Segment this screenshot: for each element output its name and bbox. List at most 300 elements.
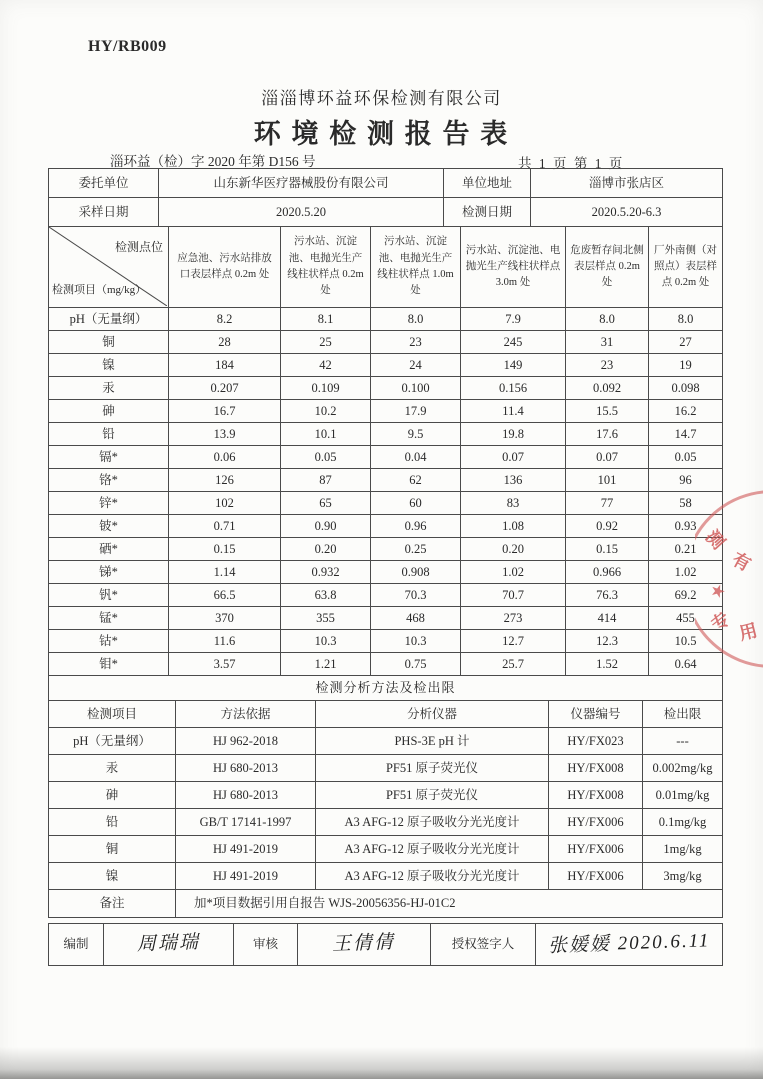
data-cell bbox=[566, 653, 649, 676]
text: 0.64 bbox=[674, 656, 697, 671]
item-label bbox=[49, 538, 169, 561]
sampling-date-value bbox=[159, 198, 444, 227]
data-cell bbox=[169, 400, 281, 423]
text: HJ 962-2018 bbox=[213, 733, 278, 748]
methods-cell bbox=[49, 836, 176, 863]
text: HY/FX006 bbox=[567, 841, 624, 856]
data-cell bbox=[461, 492, 566, 515]
authorized-signature bbox=[536, 924, 723, 966]
data-cell bbox=[169, 607, 281, 630]
text: 王倩倩 bbox=[332, 932, 396, 956]
text: 钴* bbox=[99, 633, 118, 648]
item-label bbox=[49, 561, 169, 584]
data-cell bbox=[461, 538, 566, 561]
data-cell bbox=[649, 653, 723, 676]
text: 0.932 bbox=[311, 564, 340, 579]
data-cell bbox=[461, 331, 566, 354]
text: HJ 491-2019 bbox=[213, 868, 278, 883]
data-cell bbox=[461, 653, 566, 676]
text: 0.93 bbox=[674, 518, 697, 533]
text: 0.96 bbox=[404, 518, 427, 533]
text: 铬* bbox=[99, 472, 118, 487]
text: 10.1 bbox=[314, 426, 337, 441]
text: 1.52 bbox=[596, 656, 618, 671]
methods-header bbox=[49, 701, 176, 728]
methods-header bbox=[316, 701, 549, 728]
text: 镉* bbox=[99, 449, 118, 464]
text: 检测点位 bbox=[114, 240, 163, 254]
data-cell bbox=[649, 515, 723, 538]
text: 应急池、污水站排放口表层样点 0.2m 处 bbox=[177, 252, 272, 280]
methods-cell bbox=[176, 782, 316, 809]
data-cell bbox=[649, 538, 723, 561]
item-label bbox=[49, 469, 169, 492]
text: 铜 bbox=[102, 334, 115, 349]
data-cell bbox=[566, 515, 649, 538]
text: GB/T 17141-1997 bbox=[199, 814, 292, 829]
text: 70.3 bbox=[404, 587, 427, 602]
text: 0.002mg/kg bbox=[652, 760, 713, 775]
text: 17.6 bbox=[596, 426, 618, 441]
data-cell bbox=[169, 354, 281, 377]
item-label bbox=[49, 446, 169, 469]
page-title: 环 境 检 测 报 告 表 bbox=[253, 119, 510, 149]
text: HY/FX008 bbox=[567, 787, 624, 802]
item-label bbox=[49, 377, 169, 400]
text: pH（无量纲） bbox=[73, 733, 151, 748]
text: PHS-3E pH 计 bbox=[394, 733, 470, 748]
text: 7.9 bbox=[505, 311, 521, 326]
methods-cell bbox=[49, 863, 176, 890]
doc-number: 淄环益（检）字 2020 年第 D156 号 bbox=[110, 154, 316, 169]
text: 60 bbox=[409, 495, 422, 510]
data-cell bbox=[649, 354, 723, 377]
data-cell bbox=[649, 561, 723, 584]
text: 硒* bbox=[99, 541, 118, 556]
text: 0.75 bbox=[404, 656, 427, 671]
text: 24 bbox=[409, 357, 422, 372]
methods-cell bbox=[49, 755, 176, 782]
text: 273 bbox=[503, 610, 523, 625]
text: 66.5 bbox=[213, 587, 236, 602]
text: 备注 bbox=[99, 896, 125, 911]
text: 3mg/kg bbox=[663, 868, 702, 883]
text: 单位地址 bbox=[461, 175, 512, 190]
methods-cell bbox=[643, 809, 723, 836]
text: 31 bbox=[600, 334, 614, 349]
text: 锰* bbox=[99, 610, 118, 625]
text: 1.08 bbox=[502, 518, 524, 533]
data-cell bbox=[169, 331, 281, 354]
data-cell bbox=[281, 331, 371, 354]
text: HY/FX006 bbox=[567, 814, 624, 829]
text: 8.0 bbox=[599, 311, 615, 326]
data-cell bbox=[371, 308, 461, 331]
text: 0.156 bbox=[498, 380, 528, 395]
text: 0.092 bbox=[592, 380, 622, 395]
text: 65 bbox=[319, 495, 332, 510]
data-cell bbox=[649, 400, 723, 423]
data-cell bbox=[281, 492, 371, 515]
data-cell bbox=[461, 308, 566, 331]
text: 1.14 bbox=[213, 564, 236, 579]
text: HJ 680-2013 bbox=[213, 787, 278, 802]
methods-cell bbox=[176, 728, 316, 755]
data-cell bbox=[649, 492, 723, 515]
text: 编制 bbox=[63, 937, 89, 952]
data-cell bbox=[566, 423, 649, 446]
methods-cell bbox=[316, 809, 549, 836]
text: 锑* bbox=[99, 564, 118, 579]
text: 铅 bbox=[105, 814, 119, 829]
text: 28 bbox=[218, 334, 231, 349]
data-cell bbox=[371, 469, 461, 492]
text: 张媛媛 2020.6.11 bbox=[547, 930, 711, 957]
data-cell bbox=[649, 331, 723, 354]
test-date-label bbox=[444, 198, 531, 227]
text: 87 bbox=[319, 472, 332, 487]
text: 1mg/kg bbox=[663, 841, 702, 856]
data-cell bbox=[371, 400, 461, 423]
data-cell bbox=[649, 584, 723, 607]
data-cell bbox=[371, 561, 461, 584]
data-cell bbox=[649, 423, 723, 446]
data-cell bbox=[461, 354, 566, 377]
text: 23 bbox=[600, 357, 614, 372]
item-label bbox=[49, 308, 169, 331]
data-cell bbox=[281, 653, 371, 676]
methods-cell bbox=[49, 728, 176, 755]
item-label bbox=[49, 492, 169, 515]
text: 468 bbox=[406, 610, 425, 625]
data-cell bbox=[371, 630, 461, 653]
corner-header-cell bbox=[49, 227, 169, 308]
text: 0.098 bbox=[671, 380, 700, 395]
text: 锌* bbox=[99, 495, 118, 510]
text: 3.57 bbox=[213, 656, 236, 671]
data-cell bbox=[566, 538, 649, 561]
methods-cell bbox=[176, 755, 316, 782]
text: 17.9 bbox=[404, 403, 427, 418]
data-cell bbox=[461, 607, 566, 630]
text: 0.15 bbox=[596, 541, 618, 556]
text: 10.2 bbox=[314, 403, 337, 418]
data-cell bbox=[566, 584, 649, 607]
data-cell bbox=[371, 653, 461, 676]
text: 9.5 bbox=[407, 426, 424, 441]
address-label bbox=[444, 169, 531, 198]
sampling-date-label bbox=[49, 198, 159, 227]
data-cell bbox=[461, 515, 566, 538]
text: 0.207 bbox=[210, 380, 239, 395]
text: 检测项目 bbox=[86, 706, 137, 721]
data-cell bbox=[169, 538, 281, 561]
text: 58 bbox=[679, 495, 692, 510]
text: 19.8 bbox=[502, 426, 524, 441]
authorized-label bbox=[431, 924, 536, 966]
reviewed-signature bbox=[298, 924, 431, 966]
text: PF51 原子荧光仪 bbox=[385, 760, 479, 775]
text: 0.21 bbox=[674, 541, 697, 556]
methods-cell bbox=[549, 755, 643, 782]
methods-cell bbox=[49, 809, 176, 836]
data-cell bbox=[371, 423, 461, 446]
text: 27 bbox=[679, 334, 692, 349]
data-cell bbox=[169, 446, 281, 469]
text: 0.07 bbox=[502, 449, 524, 464]
data-cell bbox=[169, 492, 281, 515]
text: 铜 bbox=[105, 841, 119, 856]
data-cell bbox=[566, 561, 649, 584]
data-cell bbox=[461, 446, 566, 469]
text: 周瑞瑞 bbox=[136, 932, 201, 956]
data-cell bbox=[281, 607, 371, 630]
text: 42 bbox=[319, 357, 332, 372]
data-cell bbox=[169, 377, 281, 400]
text: 山东新华医疗器械股份有限公司 bbox=[213, 175, 389, 190]
methods-cell bbox=[643, 836, 723, 863]
address-value bbox=[531, 169, 723, 198]
text: 污水站、沉淀池、电抛光生产线柱状样点 3.0m 处 bbox=[465, 244, 561, 289]
text: 10.5 bbox=[674, 633, 697, 648]
text: 0.05 bbox=[314, 449, 337, 464]
text: 19 bbox=[679, 357, 692, 372]
point-column-header bbox=[566, 227, 649, 308]
point-column-header bbox=[461, 227, 566, 308]
text: 镍 bbox=[105, 868, 119, 883]
data-cell bbox=[566, 469, 649, 492]
data-cell bbox=[649, 308, 723, 331]
text: 仪器编号 bbox=[570, 706, 621, 721]
reviewed-label bbox=[234, 924, 298, 966]
methods-cell bbox=[316, 728, 549, 755]
company-name: 淄淄博环益环保检测有限公司 bbox=[261, 89, 502, 108]
data-cell bbox=[566, 630, 649, 653]
text: 12.3 bbox=[596, 633, 618, 648]
data-cell bbox=[169, 630, 281, 653]
point-column-header bbox=[169, 227, 281, 308]
point-column-header bbox=[371, 227, 461, 308]
text: 0.20 bbox=[314, 541, 337, 556]
test-date-value bbox=[531, 198, 723, 227]
data-cell bbox=[371, 446, 461, 469]
data-cell bbox=[281, 377, 371, 400]
text: 355 bbox=[316, 610, 335, 625]
text: 检测日期 bbox=[461, 204, 512, 219]
text: 11.6 bbox=[213, 633, 236, 648]
text: 13.9 bbox=[213, 426, 236, 441]
methods-cell bbox=[643, 782, 723, 809]
data-cell bbox=[281, 400, 371, 423]
data-cell bbox=[566, 400, 649, 423]
text: 审核 bbox=[252, 937, 278, 952]
text: 14.7 bbox=[674, 426, 697, 441]
data-cell bbox=[461, 584, 566, 607]
text: 铍* bbox=[99, 518, 118, 533]
text: 钼* bbox=[99, 656, 118, 671]
text: 62 bbox=[409, 472, 422, 487]
data-cell bbox=[371, 538, 461, 561]
text: HY/FX006 bbox=[567, 868, 624, 883]
methods-cell bbox=[316, 836, 549, 863]
data-cell bbox=[649, 607, 723, 630]
data-cell bbox=[371, 607, 461, 630]
data-cell bbox=[461, 630, 566, 653]
item-label bbox=[49, 653, 169, 676]
text: HY/FX008 bbox=[567, 760, 624, 775]
methods-cell bbox=[176, 809, 316, 836]
text: 检出限 bbox=[663, 706, 702, 721]
methods-cell bbox=[643, 755, 723, 782]
data-cell bbox=[461, 469, 566, 492]
methods-cell bbox=[176, 863, 316, 890]
scan-bottom-shadow bbox=[0, 1047, 763, 1079]
text: 采样日期 bbox=[78, 204, 129, 219]
text: 汞 bbox=[102, 380, 115, 395]
text: 厂外南侧（对照点）表层样点 0.2m 处 bbox=[654, 244, 717, 289]
methods-cell bbox=[549, 728, 643, 755]
text: 8.1 bbox=[317, 311, 334, 326]
data-cell bbox=[461, 400, 566, 423]
seal-char: 有 bbox=[728, 548, 755, 575]
point-column-header bbox=[281, 227, 371, 308]
text: PF51 原子荧光仪 bbox=[385, 787, 479, 802]
text: 0.06 bbox=[213, 449, 236, 464]
data-cell bbox=[649, 377, 723, 400]
text: 76.3 bbox=[596, 587, 618, 602]
data-cell bbox=[566, 446, 649, 469]
data-cell bbox=[461, 377, 566, 400]
text: 0.25 bbox=[404, 541, 427, 556]
text: 2020.5.20-6.3 bbox=[591, 204, 662, 219]
text: 0.15 bbox=[213, 541, 236, 556]
text: 1.02 bbox=[502, 564, 524, 579]
data-cell bbox=[649, 469, 723, 492]
data-cell bbox=[169, 515, 281, 538]
item-label bbox=[49, 423, 169, 446]
seal-char: 测 bbox=[701, 526, 729, 554]
text: 0.109 bbox=[311, 380, 340, 395]
text: 69.2 bbox=[674, 587, 697, 602]
text: 70.7 bbox=[502, 587, 524, 602]
text: 25 bbox=[319, 334, 332, 349]
text: 委托单位 bbox=[78, 175, 129, 190]
data-cell bbox=[566, 607, 649, 630]
text: 126 bbox=[215, 472, 234, 487]
text: 77 bbox=[600, 495, 614, 510]
data-cell bbox=[281, 584, 371, 607]
methods-header bbox=[643, 701, 723, 728]
prepared-label bbox=[49, 924, 104, 966]
client-value bbox=[159, 169, 444, 198]
methods-section-title bbox=[49, 676, 723, 701]
text: 授权签字人 bbox=[451, 937, 515, 952]
text: 16.2 bbox=[674, 403, 697, 418]
data-cell bbox=[566, 331, 649, 354]
text: HJ 491-2019 bbox=[213, 841, 278, 856]
item-label bbox=[49, 584, 169, 607]
data-cell bbox=[461, 561, 566, 584]
data-cell bbox=[566, 308, 649, 331]
text: 污水站、沉淀池、电抛光生产线柱状样点 1.0m 处 bbox=[377, 236, 454, 297]
data-cell bbox=[169, 469, 281, 492]
data-cell bbox=[371, 584, 461, 607]
text: 184 bbox=[215, 357, 234, 372]
methods-cell bbox=[49, 782, 176, 809]
data-cell bbox=[169, 584, 281, 607]
remark-label bbox=[49, 890, 176, 918]
methods-cell bbox=[316, 755, 549, 782]
methods-cell bbox=[643, 728, 723, 755]
text: 63.8 bbox=[314, 587, 337, 602]
text: 16.7 bbox=[213, 403, 236, 418]
text: HJ 680-2013 bbox=[213, 760, 278, 775]
text: 加*项目数据引用自报告 WJS-20056356-HJ-01C2 bbox=[194, 896, 456, 911]
text: 23 bbox=[409, 334, 422, 349]
form-code: HY/RB009 bbox=[88, 38, 167, 55]
methods-header bbox=[176, 701, 316, 728]
data-cell bbox=[281, 446, 371, 469]
item-label bbox=[49, 331, 169, 354]
data-cell bbox=[169, 653, 281, 676]
text: 钒* bbox=[99, 587, 118, 602]
client-label bbox=[49, 169, 159, 198]
text: A3 AFG-12 原子吸收分光光度计 bbox=[344, 868, 520, 883]
data-cell bbox=[371, 377, 461, 400]
text: 检测分析方法及检出限 bbox=[315, 679, 456, 695]
text: 0.90 bbox=[314, 518, 337, 533]
data-cell bbox=[371, 331, 461, 354]
data-cell bbox=[169, 308, 281, 331]
prepared-signature bbox=[104, 924, 234, 966]
text: 101 bbox=[597, 472, 617, 487]
remark-value bbox=[176, 890, 723, 918]
text: 0.966 bbox=[592, 564, 622, 579]
text: 245 bbox=[503, 334, 523, 349]
item-label bbox=[49, 607, 169, 630]
text: 危废暂存间北侧表层样点 0.2m 处 bbox=[570, 244, 644, 289]
text: 102 bbox=[215, 495, 234, 510]
text: 检测项目（mg/kg） bbox=[52, 283, 147, 296]
text: 370 bbox=[215, 610, 234, 625]
text: 8.0 bbox=[677, 311, 694, 326]
text: 136 bbox=[503, 472, 523, 487]
data-cell bbox=[281, 538, 371, 561]
text: pH（无量纲） bbox=[69, 311, 148, 326]
text: 25.7 bbox=[502, 656, 524, 671]
data-cell bbox=[649, 630, 723, 653]
methods-cell bbox=[316, 782, 549, 809]
data-cell bbox=[371, 492, 461, 515]
data-cell bbox=[281, 423, 371, 446]
text: 12.7 bbox=[502, 633, 524, 648]
text: 8.2 bbox=[216, 311, 233, 326]
data-cell bbox=[281, 561, 371, 584]
text: 0.100 bbox=[401, 380, 430, 395]
data-cell bbox=[169, 561, 281, 584]
data-cell bbox=[281, 515, 371, 538]
seal-char: 专 bbox=[707, 608, 734, 636]
item-label bbox=[49, 354, 169, 377]
data-cell bbox=[281, 630, 371, 653]
text: 0.05 bbox=[674, 449, 697, 464]
text: 0.1mg/kg bbox=[658, 814, 707, 829]
text: --- bbox=[676, 733, 689, 748]
text: 砷 bbox=[102, 403, 115, 418]
data-cell bbox=[371, 354, 461, 377]
text: A3 AFG-12 原子吸收分光光度计 bbox=[344, 841, 520, 856]
text: 镍 bbox=[102, 357, 115, 372]
